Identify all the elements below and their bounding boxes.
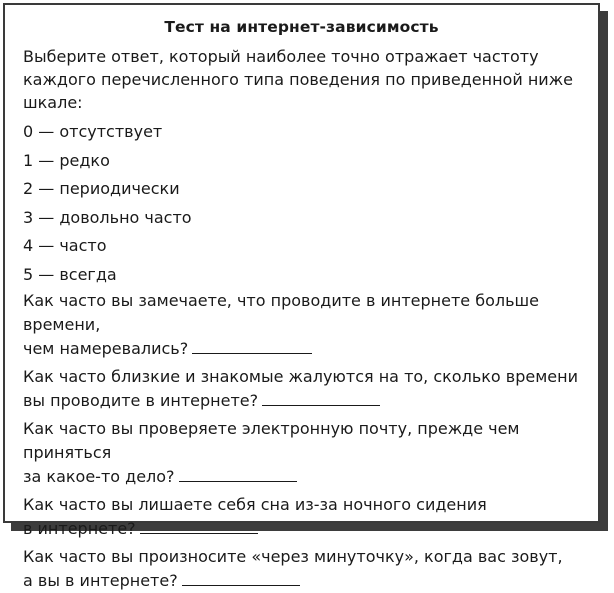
scale-item-2: 2 — периодически [23,179,180,198]
scale-item-4: 4 — часто [23,236,107,255]
answer-scale [23,118,580,289]
scale-item-1: 1 — редко [23,150,110,170]
answer-blank[interactable] [140,532,258,534]
quiz-card [3,3,600,590]
question-text-line1: Как часто вы проверяете электронную почту, прежде чем приняться [23,419,520,462]
question-item [23,493,580,541]
scale-item-0: 0 — отсутствует [23,122,163,141]
question-text-line2: а вы в интернете? [23,571,178,590]
answer-blank[interactable] [192,352,312,354]
question-item [23,289,580,361]
question-item [23,365,580,413]
quiz-title: Тест на интернет-зависимость [164,18,439,36]
question-text-line2: вы проводите в интернете? [23,391,259,410]
question-text-line1: Как часто вы произносите «через минуточку», когда вас зовут, [23,547,563,566]
question-list [23,289,580,593]
scale-item-3: 3 — довольно часто [23,207,192,227]
answer-blank[interactable] [182,584,300,586]
scale-item-5: 5 — всегда [23,264,117,284]
question-text-line2: в интернете? [23,519,136,538]
quiz-instructions: Выберите ответ, который наиболее точно отражает частоту каждого перечисленного типа поведения по приведенной ниже шкале: [23,47,573,112]
question-text-line1: Как часто вы лишаете себя сна из-за ночного сидения [23,495,487,514]
question-item [23,545,580,593]
question-text-line2: за какое-то дело? [23,467,175,486]
answer-blank[interactable] [262,404,380,406]
question-text-line1: Как часто близкие и знакомые жалуются на то, сколько времени [23,367,578,386]
question-item [23,417,580,489]
question-text-line2: чем намеревались? [23,339,189,358]
question-text-line1: Как часто вы замечаете, что проводите в интернете больше времени, [23,291,540,334]
answer-blank[interactable] [179,480,297,482]
